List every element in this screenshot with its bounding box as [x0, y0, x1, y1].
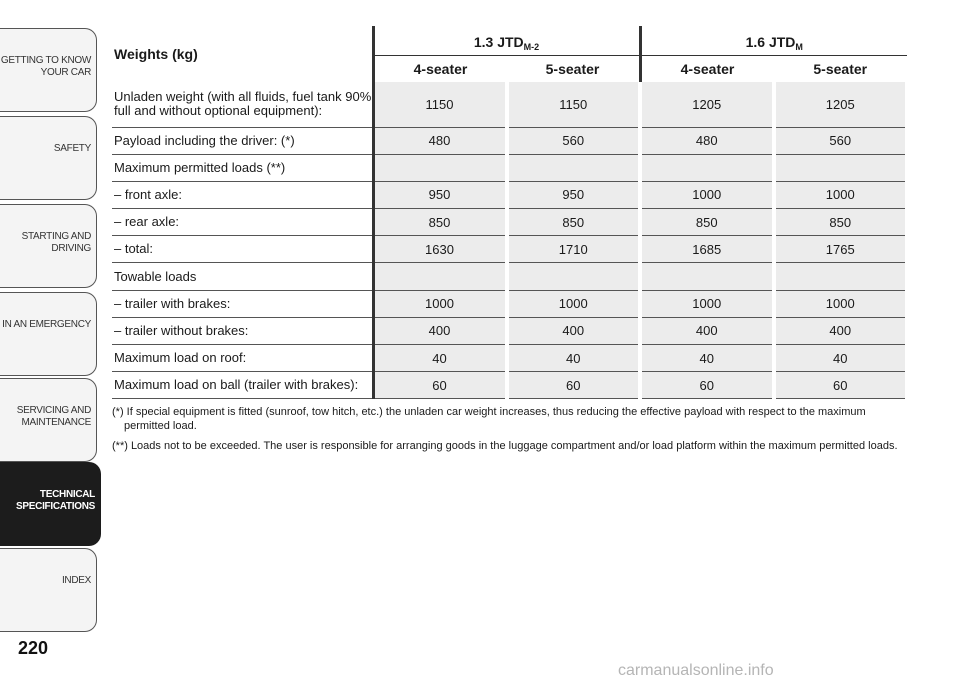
- row-label: Payload including the driver: (*): [112, 127, 373, 154]
- row-value: 850: [373, 209, 507, 236]
- row-value: 1000: [640, 181, 774, 208]
- row-value: 1150: [373, 82, 507, 127]
- row-value: 1630: [373, 236, 507, 263]
- row-value: 850: [774, 209, 908, 236]
- row-value: 1000: [507, 290, 641, 317]
- row-value: 60: [640, 372, 774, 399]
- table-row: [112, 82, 907, 127]
- row-label: Maximum permitted loads (**): [112, 154, 373, 181]
- row-value: 60: [373, 372, 507, 399]
- row-value: 1205: [640, 82, 774, 127]
- row-value: 1150: [507, 82, 641, 127]
- row-value: 560: [507, 127, 641, 154]
- row-value: 850: [640, 209, 774, 236]
- row-value: 560: [774, 127, 908, 154]
- table-title: Weights (kg): [114, 46, 198, 62]
- seat-header: 4-seater: [373, 56, 507, 83]
- row-value: 60: [507, 372, 641, 399]
- tab-index[interactable]: [0, 548, 97, 632]
- tab-servicing-and-maintenance[interactable]: [0, 378, 97, 462]
- row-label: Unladen weight (with all fluids, fuel tank 90% full and without optional equipment):: [112, 82, 373, 127]
- row-value: [373, 154, 507, 181]
- row-value: 1000: [640, 290, 774, 317]
- row-value: 1710: [507, 236, 641, 263]
- tab-starting-and-driving[interactable]: [0, 204, 97, 288]
- footnotes: [112, 405, 907, 453]
- table-row: [112, 127, 907, 154]
- row-value: [507, 154, 641, 181]
- row-value: 950: [507, 181, 641, 208]
- row-label: Towable loads: [112, 263, 373, 290]
- seat-header: 5-seater: [774, 56, 908, 83]
- row-value: 1000: [774, 290, 908, 317]
- engine-subscript: M-2: [523, 42, 540, 52]
- tab-getting-to-know[interactable]: [0, 28, 97, 112]
- tab-safety[interactable]: [0, 116, 97, 200]
- row-value: 1000: [373, 290, 507, 317]
- row-value: 400: [774, 317, 908, 344]
- page-number: 220: [18, 638, 49, 658]
- row-label: – trailer without brakes:: [112, 317, 373, 344]
- row-value: 1205: [774, 82, 908, 127]
- table-row: [112, 317, 907, 344]
- row-label: – total:: [112, 236, 373, 263]
- row-label: Maximum load on roof:: [112, 345, 373, 372]
- row-value: 40: [640, 345, 774, 372]
- watermark: carmanualsonline.info: [618, 662, 774, 679]
- row-label: – trailer with brakes:: [112, 290, 373, 317]
- row-value: 60: [774, 372, 908, 399]
- row-value: 480: [640, 127, 774, 154]
- table-row: [112, 154, 907, 181]
- row-value: 1765: [774, 236, 908, 263]
- table-row: [112, 290, 907, 317]
- tab-label: IN AN EMERGENCY: [2, 319, 91, 330]
- row-value: [640, 154, 774, 181]
- table-row: [112, 263, 907, 290]
- row-value: [774, 154, 908, 181]
- tab-in-an-emergency[interactable]: [0, 292, 97, 376]
- row-value: 850: [507, 209, 641, 236]
- tab-label: TECHNICAL SPECIFICATIONS: [16, 489, 95, 512]
- table-row: [112, 209, 907, 236]
- engine-subscript: M: [795, 42, 803, 52]
- engine-name: 1.3 JTD: [473, 34, 524, 50]
- tab-label: GETTING TO KNOW YOUR CAR: [0, 55, 91, 78]
- row-value: [373, 263, 507, 290]
- seat-header: 5-seater: [507, 56, 641, 83]
- row-value: 480: [373, 127, 507, 154]
- table-row: [112, 345, 907, 372]
- row-value: 400: [373, 317, 507, 344]
- row-label: – front axle:: [112, 181, 373, 208]
- table-row: [112, 236, 907, 263]
- engine-header-1: [373, 26, 640, 56]
- row-value: 400: [640, 317, 774, 344]
- weights-section: [112, 26, 907, 459]
- tab-label: STARTING AND DRIVING: [21, 231, 91, 254]
- row-label: Maximum load on ball (trailer with brakes):: [112, 372, 373, 399]
- row-value: [640, 263, 774, 290]
- table-row: [112, 372, 907, 399]
- tab-label: INDEX: [61, 575, 91, 586]
- row-value: 1685: [640, 236, 774, 263]
- tab-label: SERVICING AND MAINTENANCE: [16, 405, 91, 428]
- row-label: – rear axle:: [112, 209, 373, 236]
- table-body: [112, 82, 907, 399]
- footnote: (*) If special equipment is fitted (sunroof, tow hitch, etc.) the unladen car weight increases, thus reducing the effective payload with respect to the maximum permitted load.: [112, 406, 866, 433]
- footnote: (**) Loads not to be exceeded. The user is responsible for arranging goods in the luggage compartment and/or load platform within the maximum permitted loads.: [112, 440, 898, 453]
- row-value: 950: [373, 181, 507, 208]
- engine-header-2: [640, 26, 907, 56]
- row-value: 40: [507, 345, 641, 372]
- tab-label: SAFETY: [53, 143, 91, 154]
- row-value: 40: [774, 345, 908, 372]
- tab-technical-specifications[interactable]: [0, 462, 101, 546]
- row-value: 400: [507, 317, 641, 344]
- engine-name: 1.6 JTD: [745, 34, 796, 50]
- row-value: 1000: [774, 181, 908, 208]
- row-value: [507, 263, 641, 290]
- row-value: [774, 263, 908, 290]
- weights-table: [112, 26, 909, 399]
- seat-header: 4-seater: [640, 56, 774, 83]
- table-row: [112, 181, 907, 208]
- row-value: 40: [373, 345, 507, 372]
